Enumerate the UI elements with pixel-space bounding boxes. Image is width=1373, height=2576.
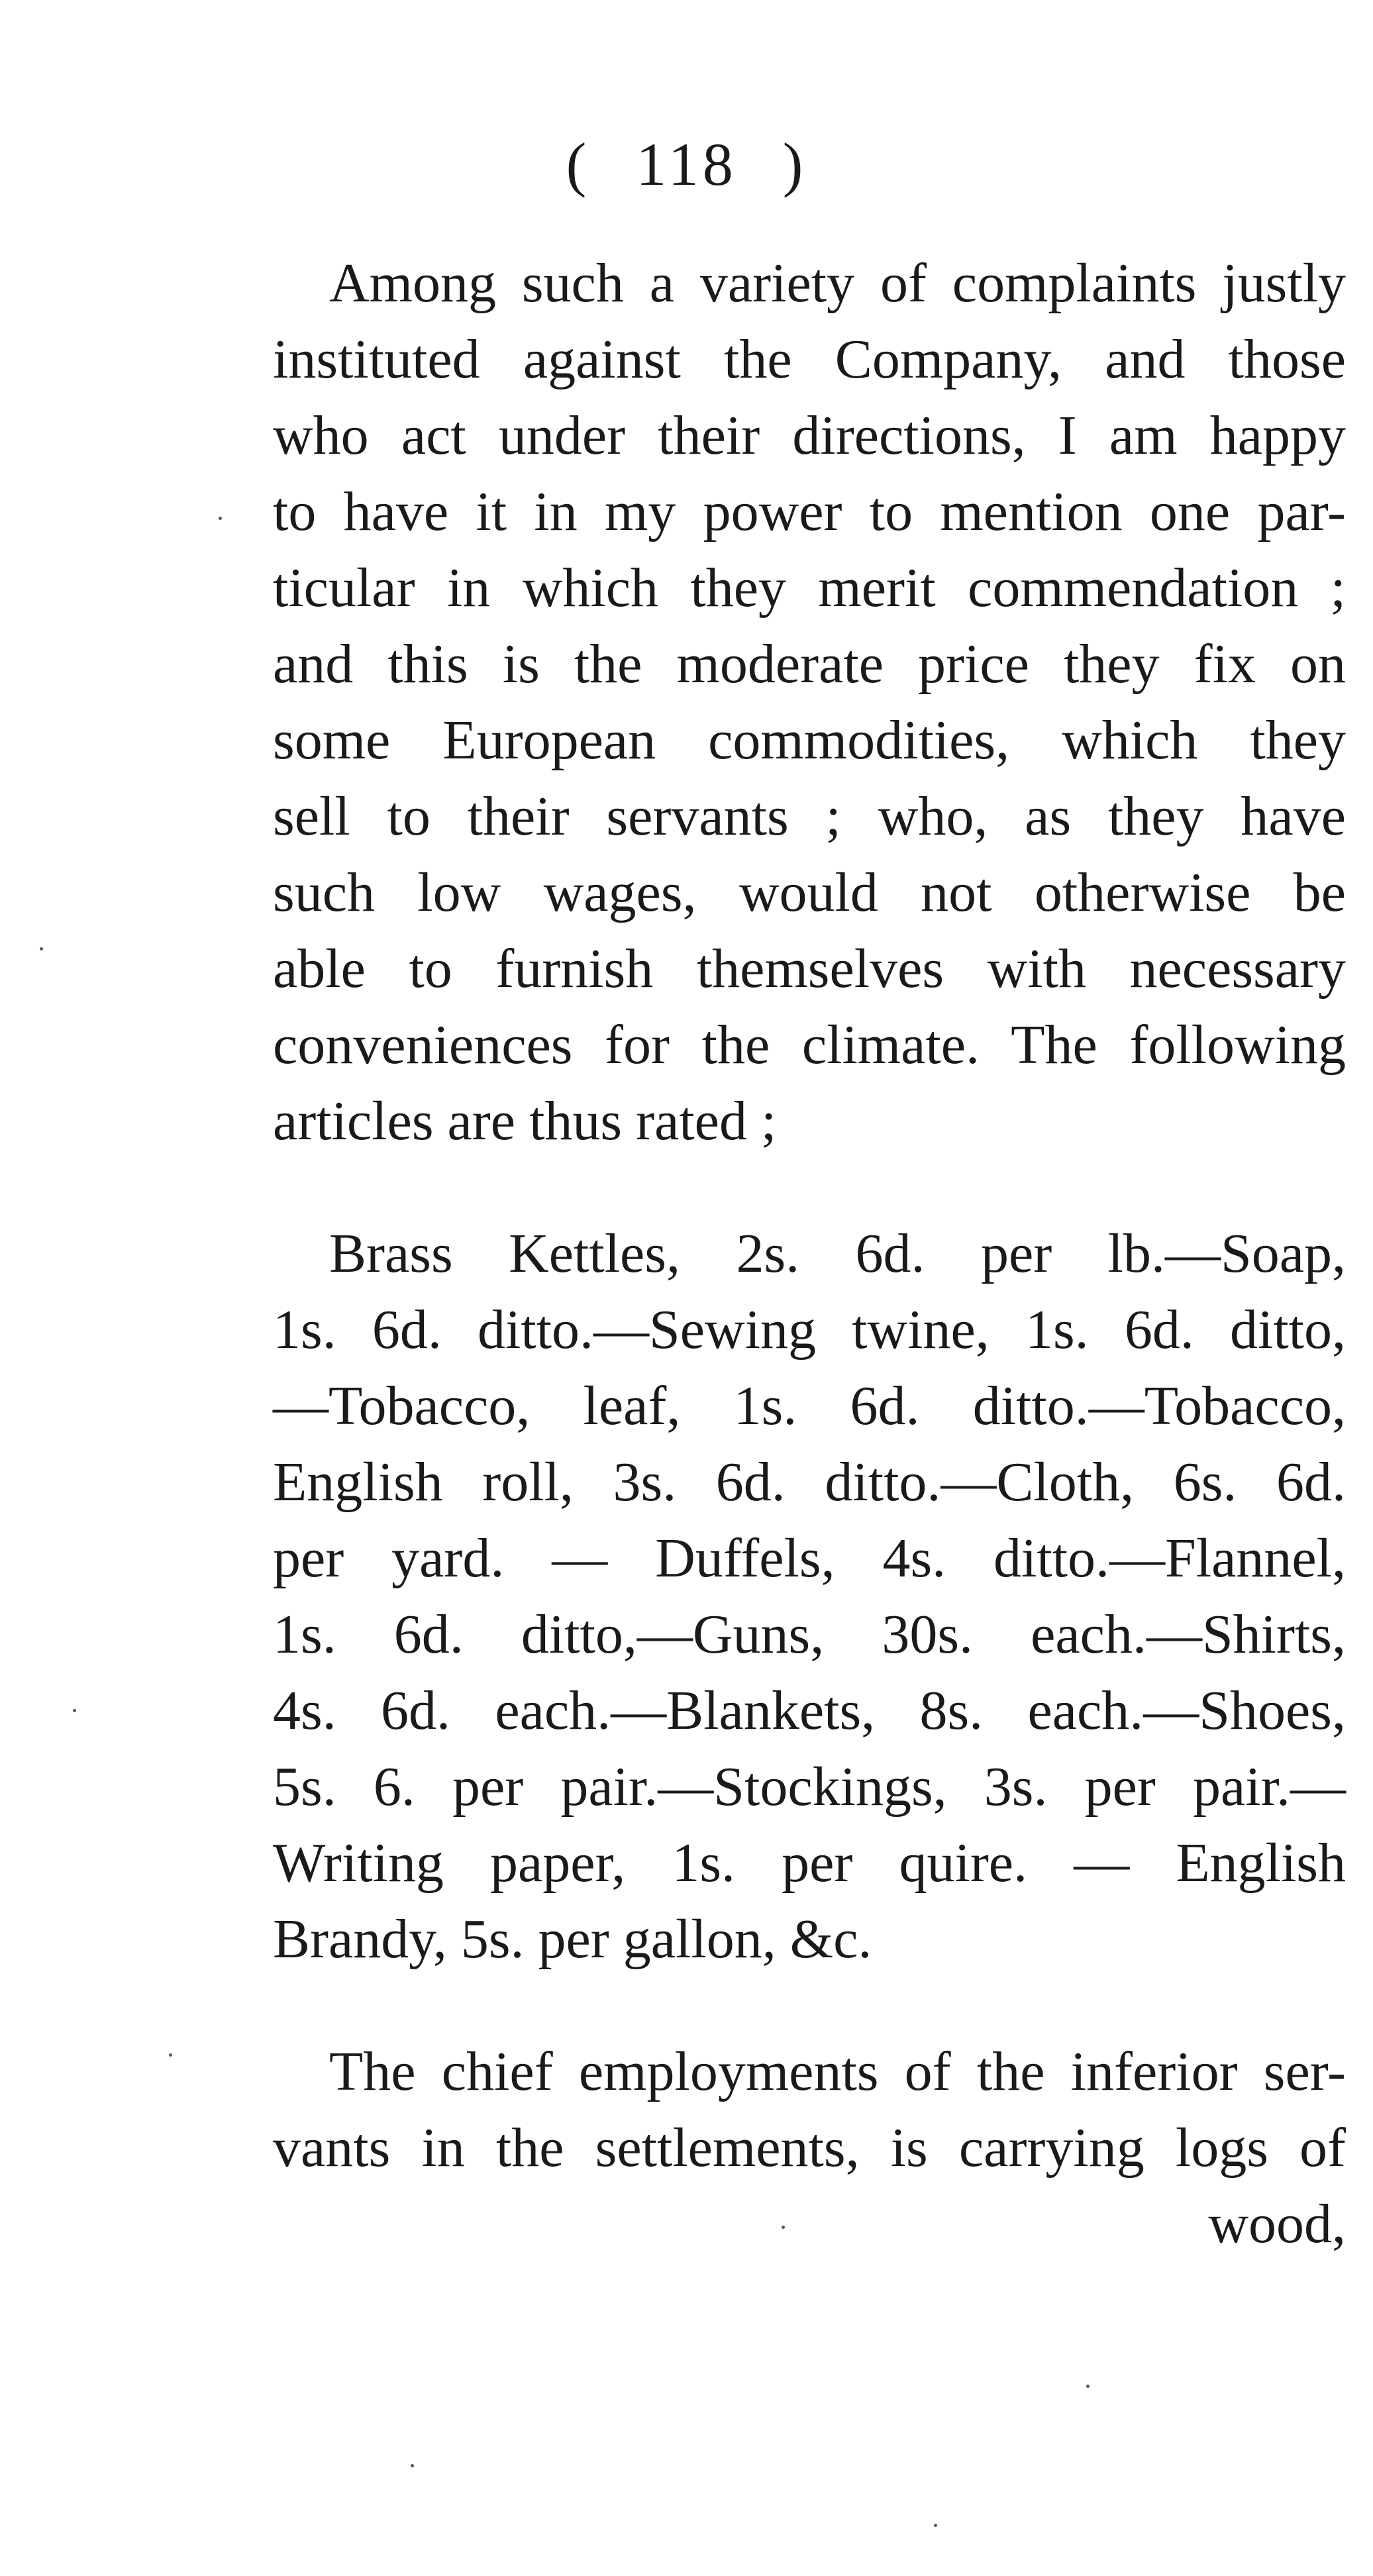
page-number: ( 118 ) bbox=[566, 130, 807, 198]
text-line: instituted against the Company, and those bbox=[273, 329, 1346, 390]
paragraph-company-commendation bbox=[273, 245, 1346, 1159]
text-line: who act under their directions, I am happy bbox=[273, 405, 1346, 466]
text-line: some European commodities, which they bbox=[273, 709, 1346, 771]
scan-speck bbox=[1086, 2385, 1090, 2388]
text-line: articles are thus rated ; bbox=[273, 1090, 777, 1152]
scan-speck bbox=[411, 2464, 414, 2467]
text-line: 4s. 6d. each.—Blankets, 8s. each.—Shoes, bbox=[273, 1680, 1346, 1741]
text-line: ticular in which they merit commendation ; bbox=[273, 557, 1346, 619]
paragraph-servant-employments bbox=[273, 2034, 1346, 2262]
text-line: able to furnish themselves with necessary bbox=[273, 938, 1346, 1000]
scan-speck bbox=[169, 2053, 172, 2057]
text-line: English roll, 3s. 6d. ditto.—Cloth, 6s. 6d. bbox=[273, 1451, 1346, 1513]
text-line: and this is the moderate price they fix on bbox=[273, 633, 1346, 695]
text-line: The chief employments of the inferior ser- bbox=[329, 2041, 1346, 2102]
text-line: per yard. — Duffels, 4s. ditto.—Flannel, bbox=[273, 1527, 1346, 1589]
scan-speck bbox=[73, 1709, 76, 1712]
text-line: Brass Kettles, 2s. 6d. per lb.—Soap, bbox=[329, 1223, 1346, 1284]
scan-speck bbox=[219, 517, 222, 520]
text-line: vants in the settlements, is carrying logs of bbox=[273, 2117, 1346, 2179]
text-line: such low wages, would not otherwise be bbox=[273, 862, 1346, 923]
paragraph-price-list bbox=[273, 1215, 1346, 1977]
text-line: conveniences for the climate. The following bbox=[273, 1014, 1346, 1076]
text-line: sell to their servants ; who, as they have bbox=[273, 786, 1346, 847]
text-line: Writing paper, 1s. per quire. — English bbox=[273, 1832, 1346, 1894]
text-line: 1s. 6d. ditto,—Guns, 30s. each.—Shirts, bbox=[273, 1604, 1346, 1665]
text-line: —Tobacco, leaf, 1s. 6d. ditto.—Tobacco, bbox=[273, 1375, 1346, 1437]
text-line: 1s. 6d. ditto.—Sewing twine, 1s. 6d. ditto, bbox=[273, 1299, 1346, 1361]
text-line: to have it in my power to mention one par- bbox=[273, 481, 1346, 542]
catchword: wood, bbox=[1208, 2193, 1346, 2255]
scan-speck bbox=[934, 2524, 937, 2527]
text-line: Brandy, 5s. per gallon, &c. bbox=[273, 1908, 872, 1970]
scan-speck bbox=[782, 2226, 785, 2229]
text-line: Among such a variety of complaints justly bbox=[329, 252, 1346, 314]
scan-speck bbox=[40, 947, 43, 951]
text-line: 5s. 6. per pair.—Stockings, 3s. per pair.— bbox=[273, 1756, 1346, 1818]
